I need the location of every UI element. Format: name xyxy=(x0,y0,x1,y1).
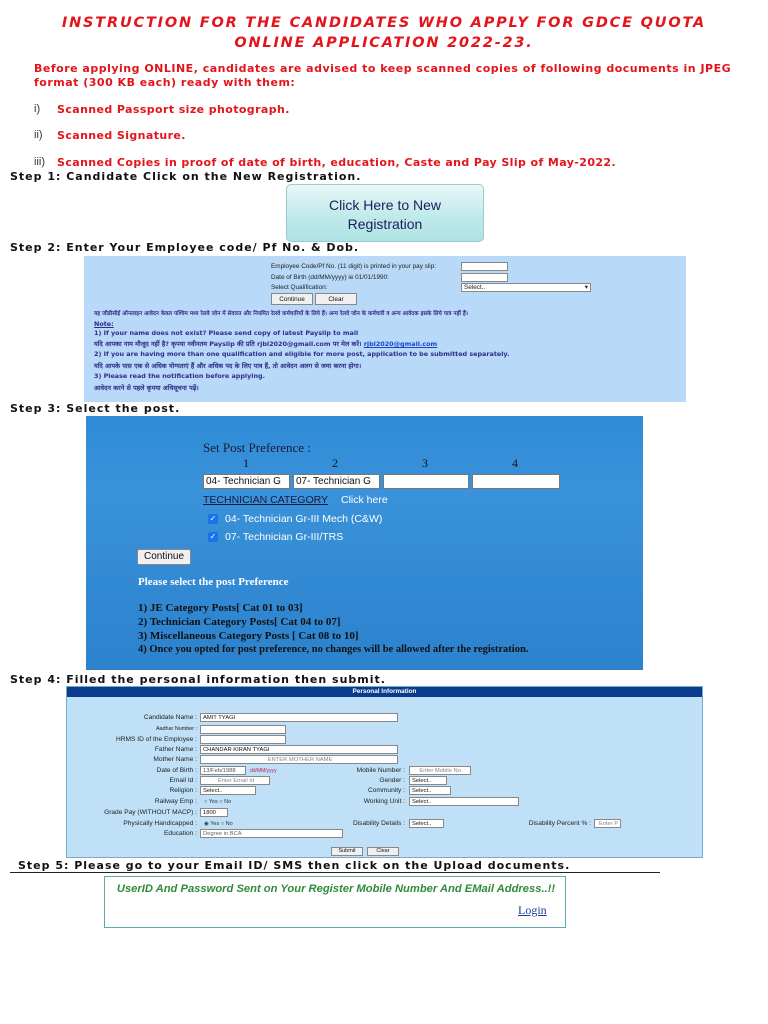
hindi-eligibility-text: यह जीडीसीई ऑनलाइन आवेदन केवल पश्चिम मध्य रेलवे जोन में सेवारत और नियमित रेलवे कर्मचारियों के लिये हैं। अन्य रेलवे जोन के कर्मचारी व अन्य आवेदक इसके लिये पात्र नहीं हैं। xyxy=(94,311,468,317)
note-3: 3) Please read the notification before applying. xyxy=(94,372,266,380)
no-option: No xyxy=(225,821,233,827)
railway-emp-radio[interactable]: ○ Yes ○ No xyxy=(204,799,232,805)
category-info-1: 1) JE Category Posts[ Cat 01 to 03] xyxy=(138,602,303,614)
dob-format-hint: dd/MM/yyyy xyxy=(250,768,277,774)
yes-option: Yes xyxy=(210,821,220,827)
step-4-label: Step 4: Filled the personal information then submit. xyxy=(10,673,386,686)
col-2: 2 xyxy=(332,456,338,470)
new-registration-line1: Click Here to New xyxy=(328,197,442,213)
doc-2-text: Scanned Signature. xyxy=(57,129,186,142)
email-link[interactable]: rjbl2020@gmail.com xyxy=(363,340,438,348)
check-icon[interactable]: ✓ xyxy=(209,514,217,523)
post-preference-panel xyxy=(86,416,643,670)
step-2-label: Step 2: Enter Your Employee code/ Pf No. & Dob. xyxy=(10,241,360,254)
qualification-select[interactable] xyxy=(461,283,591,292)
education-select[interactable]: Degree in BCA xyxy=(200,829,343,838)
emp-code-input[interactable] xyxy=(461,262,508,271)
doc-2-num: ii) xyxy=(34,129,43,141)
chevron-down-icon: ▾ xyxy=(584,284,588,291)
doc-1-text: Scanned Passport size photograph. xyxy=(57,103,290,116)
working-unit-select[interactable]: Select.. xyxy=(409,797,519,806)
hrms-label: HRMS ID of the Employee : xyxy=(116,736,197,743)
note-2: 2) If you are having more than one qualification and eligible for more post, application to be submitted separately. xyxy=(94,350,510,358)
doc-3-num: iii) xyxy=(34,156,45,168)
qualification-label: Select Qualification: xyxy=(271,284,328,291)
mother-name-label: Mother Name : xyxy=(153,756,197,763)
physically-handicapped-label: Physically Handicapped : xyxy=(123,820,197,827)
handicapped-radio[interactable]: ◉ Yes ○ No xyxy=(204,821,233,827)
mobile-label: Mobile Number : xyxy=(356,767,405,774)
mobile-input[interactable]: Enter Mobile No. xyxy=(409,766,471,775)
religion-label: Religion : xyxy=(169,787,197,794)
post-continue-button[interactable]: Continue xyxy=(137,549,191,565)
clear-button[interactable]: Clear xyxy=(315,293,357,305)
check-icon[interactable]: ✓ xyxy=(209,532,217,541)
new-registration-button[interactable] xyxy=(286,184,484,242)
gender-select[interactable]: Select.. xyxy=(409,776,447,785)
personal-information-header: Personal Information xyxy=(67,687,702,697)
aadhar-label: Aadhar Number : xyxy=(155,726,197,732)
click-here-link[interactable]: Click here xyxy=(341,494,388,506)
gender-label: Gender : xyxy=(379,777,405,784)
mother-name-input[interactable]: ENTER MOTHER NAME xyxy=(200,755,398,764)
hrms-input[interactable] xyxy=(200,735,286,744)
category-info-3: 3) Miscellaneous Category Posts [ Cat 08 to 10] xyxy=(138,630,359,642)
no-option: No xyxy=(224,799,232,805)
emp-code-label: Employee Code/Pf No. (11 digit) is printed in your pay slip: xyxy=(271,263,437,270)
note-3-hindi: आवेदन करने से पहले कृपया अधिसूचना पढ़ें। xyxy=(94,384,199,392)
col-4: 4 xyxy=(512,456,518,470)
page-title-line1: INSTRUCTION FOR THE CANDIDATES WHO APPLY FOR GDCE QUOTA xyxy=(61,15,707,31)
preference-4-select[interactable] xyxy=(472,474,560,489)
page-title-line2: ONLINE APPLICATION 2022-23. xyxy=(234,35,534,51)
new-registration-line2: Registration xyxy=(347,216,423,232)
father-name-input[interactable]: CHANDAR KIRAN TYAGI xyxy=(200,745,398,754)
disability-percent-label: Disability Percent % : xyxy=(528,820,591,827)
education-label: Education : xyxy=(164,830,197,837)
grade-pay-input[interactable]: 1800 xyxy=(200,808,228,817)
select-preference-text: Please select the post Preference xyxy=(138,576,289,588)
disability-percent-input[interactable]: Enter P xyxy=(594,819,621,828)
community-label: Community : xyxy=(367,787,405,794)
yes-option: Yes xyxy=(208,799,218,805)
divider xyxy=(10,872,660,873)
personal-information-form xyxy=(66,686,703,858)
working-unit-label: Working Unit : xyxy=(363,798,405,805)
religion-select[interactable]: Select.. xyxy=(200,786,256,795)
submit-button[interactable]: Submit xyxy=(331,847,363,856)
grade-pay-label: Grade Pay (WITHOUT MACP) : xyxy=(104,809,197,816)
note-1: 1) If your name does not exist? Please send copy of latest Payslip to mail xyxy=(94,329,359,337)
post-preference-heading: Set Post Preference : xyxy=(203,440,311,455)
continue-button[interactable]: Continue xyxy=(271,293,313,305)
aadhar-input[interactable] xyxy=(200,725,286,734)
note-heading: Note: xyxy=(94,320,114,328)
dob-input[interactable]: 13/Feb/1988 xyxy=(200,766,246,775)
step-5-label: Step 5: Please go to your Email ID/ SMS then click on the Upload documents. xyxy=(18,859,571,872)
technician-category-link[interactable]: TECHNICIAN CATEGORY xyxy=(203,494,329,506)
credentials-message: UserID And Password Sent on Your Register Mobile Number And EMail Address..!! xyxy=(116,883,556,895)
preference-2-select[interactable]: 07- Technician G xyxy=(293,474,380,489)
preference-1-select[interactable]: 04- Technician G xyxy=(203,474,290,489)
note-1-hindi-text: यदि आपका नाम मौजूद नहीं है? कृपया नवीनतम Payslip की प्रति rjbl2020@gmail.com पर मेल करें। xyxy=(94,340,362,348)
note-1-hindi xyxy=(94,339,437,348)
category-info-4: 4) Once you opted for post preference, no changes will be allowed after the registration. xyxy=(138,644,529,655)
post-option-2: 07- Technician Gr-III/TRS xyxy=(225,531,344,543)
railway-emp-label: Railway Emp : xyxy=(154,798,197,805)
candidate-name-input[interactable]: AMIT TYAGI xyxy=(200,713,398,722)
category-info-2: 2) Technician Category Posts[ Cat 04 to 07] xyxy=(138,616,341,628)
community-select[interactable]: Select.. xyxy=(409,786,451,795)
col-1: 1 xyxy=(243,456,249,470)
qualification-value: Select.. xyxy=(464,284,486,291)
step-1-label: Step 1: Candidate Click on the New Registration. xyxy=(10,170,362,183)
disability-details-select[interactable]: Select.. xyxy=(409,819,444,828)
email-input[interactable]: Enter Email Id xyxy=(200,776,270,785)
employee-login-panel xyxy=(84,256,686,402)
post-option-1: 04- Technician Gr-III Mech (C&W) xyxy=(225,513,383,525)
dob-label: Date of Birth (dd/MM/yyyy) ie 01/01/1990: xyxy=(271,274,389,281)
doc-1-num: i) xyxy=(34,103,41,115)
note-2-hindi: यदि आपके पास एक से अधिक योग्यताएं हैं और अधिक पद के लिए पात्र हैं, तो आवेदन अलग से जमा करना होगा। xyxy=(94,362,362,370)
col-3: 3 xyxy=(422,456,428,470)
candidate-name-label: Candidate Name : xyxy=(143,714,197,721)
preference-3-select[interactable] xyxy=(383,474,469,489)
email-label: Email Id : xyxy=(169,777,197,784)
dob-label: Date of Birth : xyxy=(156,767,197,774)
disability-details-label: Disability Details : xyxy=(352,820,405,827)
form-clear-button[interactable]: Clear xyxy=(367,847,399,856)
father-name-label: Father Name : xyxy=(154,746,197,753)
login-link[interactable]: Login xyxy=(518,903,547,917)
credentials-sent-panel xyxy=(104,876,566,928)
step-3-label: Step 3: Select the post. xyxy=(10,402,181,415)
dob-input[interactable] xyxy=(461,273,508,282)
intro-text: Before applying ONLINE, candidates are advised to keep scanned copies of following documents in JPEG format (300 KB each) ready with them: xyxy=(34,62,732,89)
doc-3-text: Scanned Copies in proof of date of birth, education, Caste and Pay Slip of May-2022. xyxy=(57,156,617,169)
